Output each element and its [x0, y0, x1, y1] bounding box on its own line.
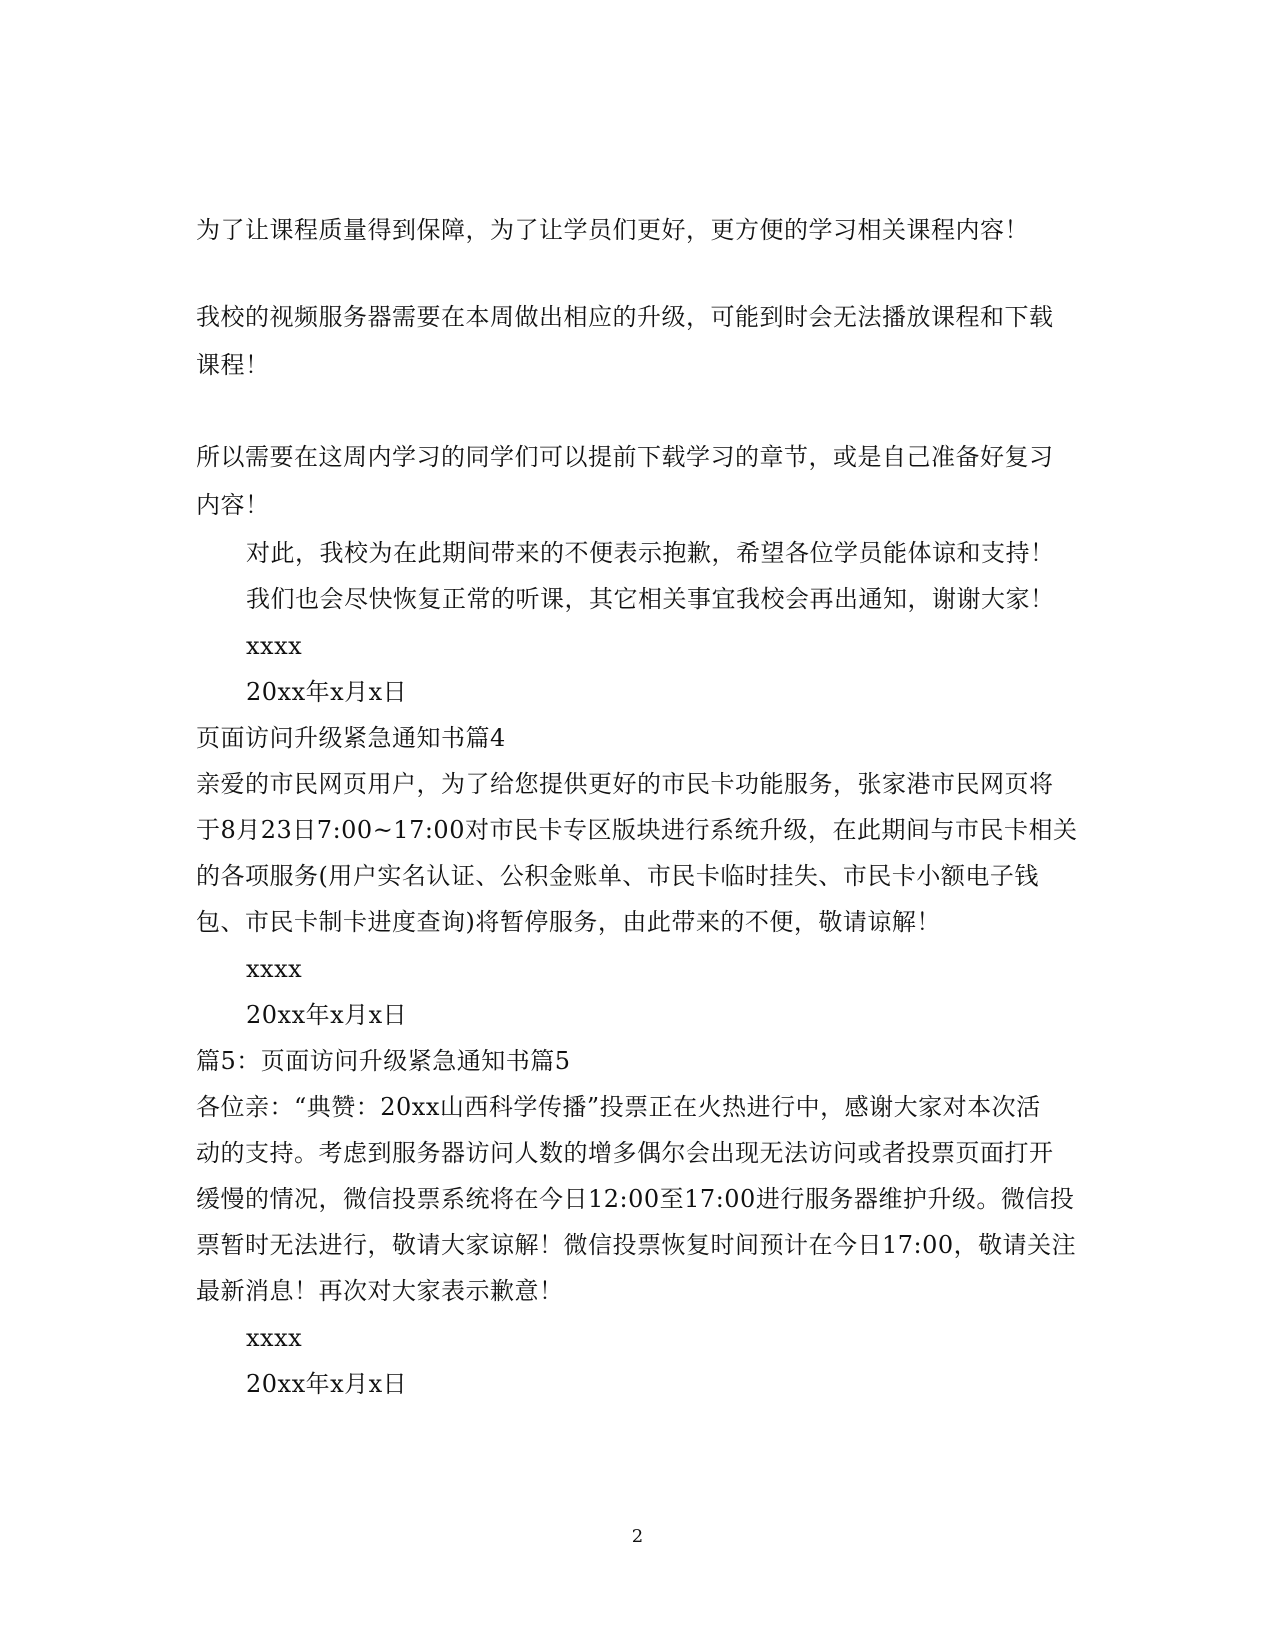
paragraph-line: 最新消息！再次对大家表示歉意！ — [196, 1277, 564, 1305]
paragraph-line: 我校的视频服务器需要在本周做出相应的升级，可能到时会无法播放课程和下载 — [196, 303, 1054, 331]
section-heading: 页面访问升级紧急通知书篇4 — [196, 724, 506, 752]
date-line: 20xx年x月x日 — [246, 678, 408, 706]
paragraph-line: 课程！ — [196, 351, 270, 379]
paragraph-line: 的各项服务(用户实名认证、公积金账单、市民卡临时挂失、市民卡小额电子钱 — [196, 862, 1039, 890]
section-heading: 篇5：页面访问升级紧急通知书篇5 — [196, 1047, 571, 1075]
signature-line: xxxx — [246, 632, 303, 660]
paragraph-line: 动的支持。考虑到服务器访问人数的增多偶尔会出现无法访问或者投票页面打开 — [196, 1139, 1054, 1167]
paragraph-line: 票暂时无法进行，敬请大家谅解！微信投票恢复时间预计在今日17:00，敬请关注 — [196, 1231, 1077, 1259]
date-line: 20xx年x月x日 — [246, 1001, 408, 1029]
paragraph-line: 所以需要在这周内学习的同学们可以提前下载学习的章节，或是自己准备好复习 — [196, 443, 1054, 471]
paragraph-line: 内容！ — [196, 491, 270, 519]
date-line: 20xx年x月x日 — [246, 1370, 408, 1398]
signature-line: xxxx — [246, 955, 303, 983]
paragraph-line: 包、市民卡制卡进度查询)将暂停服务，由此带来的不便，敬请谅解！ — [196, 908, 941, 936]
paragraph-line: 各位亲：“典赞：20xx山西科学传播”投票正在火热进行中，感谢大家对本次活 — [196, 1093, 1041, 1121]
paragraph-line: 亲爱的市民网页用户，为了给您提供更好的市民卡功能服务，张家港市民网页将 — [196, 770, 1054, 798]
page-number: 2 — [631, 1526, 644, 1547]
paragraph-line: 缓慢的情况，微信投票系统将在今日12:00至17:00进行服务器维护升级。微信投 — [196, 1185, 1075, 1213]
paragraph-line: 于8月23日7:00~17:00对市民卡专区版块进行系统升级，在此期间与市民卡相关 — [196, 816, 1078, 844]
signature-line: xxxx — [246, 1324, 303, 1352]
paragraph-line: 我们也会尽快恢复正常的听课，其它相关事宜我校会再出通知，谢谢大家！ — [246, 585, 1055, 613]
paragraph-line: 对此，我校为在此期间带来的不便表示抱歉，希望各位学员能体谅和支持！ — [246, 539, 1055, 567]
paragraph-line: 为了让课程质量得到保障，为了让学员们更好，更方便的学习相关课程内容！ — [196, 216, 1029, 244]
